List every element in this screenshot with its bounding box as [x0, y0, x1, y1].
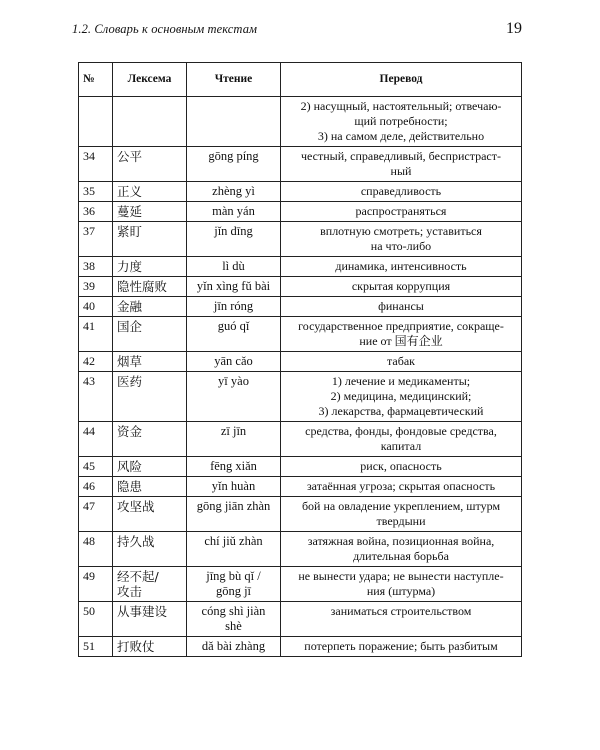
- table-cell-reading: chí jiǔ zhàn: [187, 532, 281, 567]
- translation-line: вплотную смотреть; уставиться: [320, 224, 482, 238]
- header-reading: Чтение: [187, 63, 281, 97]
- table-row: [79, 317, 522, 352]
- table-cell-num: 48: [79, 532, 113, 567]
- table-cell-translation: [281, 222, 522, 257]
- table-cell-translation: [281, 372, 522, 422]
- table-cell-num: 46: [79, 477, 113, 497]
- header-num: №: [79, 63, 113, 97]
- table-cell-reading: guó qǐ: [187, 317, 281, 352]
- table-row: [79, 532, 522, 567]
- translation-line: табак: [387, 354, 415, 368]
- table-cell-num: 35: [79, 182, 113, 202]
- table-cell-num: 40: [79, 297, 113, 317]
- translation-line: динамика, интенсивность: [335, 259, 467, 273]
- table-cell-translation: [281, 602, 522, 637]
- table-cell-reading: [187, 97, 281, 147]
- table-cell-num: 36: [79, 202, 113, 222]
- table-row: [79, 222, 522, 257]
- table-cell-num: 38: [79, 257, 113, 277]
- table-cell-lexeme: 金融: [113, 297, 187, 317]
- table-row: [79, 352, 522, 372]
- translation-line: на что-либо: [370, 239, 432, 253]
- table-cell-num: [79, 97, 113, 147]
- translation-line: финансы: [378, 299, 424, 313]
- translation-line: распространяться: [355, 204, 447, 218]
- table-row: [79, 422, 522, 457]
- table-cell-translation: [281, 317, 522, 352]
- table-cell-reading: fēng xiǎn: [187, 457, 281, 477]
- page-number: 19: [506, 20, 522, 37]
- translation-line: твердыни: [376, 514, 426, 528]
- table-cell-lexeme: 力度: [113, 257, 187, 277]
- table-cell-lexeme: 紧盯: [113, 222, 187, 257]
- table-cell-num: 41: [79, 317, 113, 352]
- table-row: [79, 372, 522, 422]
- table-cell-translation: [281, 422, 522, 457]
- translation-line: 1) лечение и медикаменты;: [331, 374, 471, 388]
- translation-line: затяжная война, позиционная война,: [307, 534, 495, 548]
- table-cell-translation: [281, 457, 522, 477]
- translation-line: заниматься строительством: [330, 604, 472, 618]
- table-cell-reading: yǐn huàn: [187, 477, 281, 497]
- table-cell-reading: zhèng yì: [187, 182, 281, 202]
- translation-line: честный, справедливый, беспристраст-: [301, 149, 501, 163]
- translation-line: справедливость: [360, 184, 442, 198]
- table-cell-translation: [281, 97, 522, 147]
- table-row: [79, 257, 522, 277]
- table-cell-lexeme: 蔓延: [113, 202, 187, 222]
- table-row: [79, 202, 522, 222]
- table-cell-lexeme: 持久战: [113, 532, 187, 567]
- header-lexeme: Лексема: [113, 63, 187, 97]
- table-cell-lexeme: 经不起/ 攻击: [113, 567, 187, 602]
- table-cell-lexeme: 国企: [113, 317, 187, 352]
- table-cell-lexeme: 资金: [113, 422, 187, 457]
- table-cell-reading: jīn róng: [187, 297, 281, 317]
- table-cell-num: 43: [79, 372, 113, 422]
- translation-line: бой на овладение укреплением, штурм: [301, 499, 501, 513]
- table-row: [79, 497, 522, 532]
- table-cell-num: 51: [79, 637, 113, 657]
- translation-line: 2) медицина, медицинский;: [330, 389, 472, 403]
- table-cell-num: 45: [79, 457, 113, 477]
- table-cell-lexeme: 从事建设: [113, 602, 187, 637]
- translation-line: ный: [390, 164, 412, 178]
- table-cell-reading: jīng bù qǐ / gōng jī: [187, 567, 281, 602]
- table-cell-num: 37: [79, 222, 113, 257]
- translation-line: риск, опасность: [360, 459, 442, 473]
- table-cell-num: 42: [79, 352, 113, 372]
- header-translation: Перевод: [281, 63, 522, 97]
- translation-line: ние от 国有企业: [359, 334, 443, 348]
- translation-line: щий потребности;: [354, 114, 448, 128]
- table-cell-reading: jǐn dīng: [187, 222, 281, 257]
- table-cell-lexeme: 隐患: [113, 477, 187, 497]
- table-cell-lexeme: 攻坚战: [113, 497, 187, 532]
- table-cell-translation: [281, 352, 522, 372]
- table-cell-reading: lì dù: [187, 257, 281, 277]
- table-row: [79, 637, 522, 657]
- table-cell-reading: màn yán: [187, 202, 281, 222]
- translation-line: капитал: [380, 439, 422, 453]
- table-cell-num: 34: [79, 147, 113, 182]
- continuation-row: [79, 97, 522, 147]
- table-cell-reading: gōng píng: [187, 147, 281, 182]
- table-row: [79, 277, 522, 297]
- table-header-row: [79, 63, 522, 97]
- table-row: [79, 147, 522, 182]
- table-cell-lexeme: 公平: [113, 147, 187, 182]
- table-cell-translation: [281, 567, 522, 602]
- table-cell-num: 39: [79, 277, 113, 297]
- table-cell-lexeme: 医药: [113, 372, 187, 422]
- table-cell-num: 44: [79, 422, 113, 457]
- table-row: [79, 182, 522, 202]
- table-cell-translation: [281, 182, 522, 202]
- translation-line: государственное предприятие, сокраще-: [298, 319, 504, 333]
- translation-line: средства, фонды, фондовые средства,: [305, 424, 497, 438]
- table-cell-reading: yān cǎo: [187, 352, 281, 372]
- translation-line: затаённая угроза; скрытая опасность: [306, 479, 496, 493]
- table-cell-num: 47: [79, 497, 113, 532]
- table-cell-translation: [281, 497, 522, 532]
- table-cell-lexeme: 正义: [113, 182, 187, 202]
- table-cell-translation: [281, 277, 522, 297]
- table-cell-lexeme: 打败仗: [113, 637, 187, 657]
- table-row: [79, 457, 522, 477]
- table-cell-reading: yǐn xìng fǔ bài: [187, 277, 281, 297]
- translation-line: 3) лекарства, фармацевтический: [318, 404, 484, 418]
- table-cell-translation: [281, 297, 522, 317]
- table-cell-translation: [281, 532, 522, 567]
- table-cell-lexeme: 烟草: [113, 352, 187, 372]
- table-row: [79, 297, 522, 317]
- translation-line: не вынести удара; не вынести наступле-: [298, 569, 504, 583]
- translation-line: ния (штурма): [366, 584, 436, 598]
- translation-line: потерпеть поражение; быть разбитым: [304, 639, 498, 653]
- table-cell-translation: [281, 147, 522, 182]
- table-row: [79, 567, 522, 602]
- table-cell-reading: zī jīn: [187, 422, 281, 457]
- table-cell-reading: gōng jiān zhàn: [187, 497, 281, 532]
- table-body: [79, 97, 522, 657]
- translation-line: 3) на самом деле, действительно: [317, 129, 485, 143]
- vocabulary-table: [78, 62, 522, 657]
- table-cell-reading: yī yào: [187, 372, 281, 422]
- table-cell-reading: dǎ bài zhàng: [187, 637, 281, 657]
- translation-line: 2) насущный, настоятельный; отвечаю-: [300, 99, 502, 113]
- table-cell-reading: cóng shì jiàn shè: [187, 602, 281, 637]
- table-cell-translation: [281, 257, 522, 277]
- table-cell-translation: [281, 202, 522, 222]
- table-cell-num: 50: [79, 602, 113, 637]
- table-cell-lexeme: 隐性腐败: [113, 277, 187, 297]
- translation-line: длительная борьба: [353, 549, 449, 563]
- table-cell-num: 49: [79, 567, 113, 602]
- table-cell-lexeme: [113, 97, 187, 147]
- table-row: [79, 477, 522, 497]
- running-head: 1.2. Словарь к основным текстам: [72, 22, 258, 36]
- table-row: [79, 602, 522, 637]
- table-cell-lexeme: 风险: [113, 457, 187, 477]
- table-cell-translation: [281, 477, 522, 497]
- translation-line: скрытая коррупция: [351, 279, 451, 293]
- table-cell-translation: [281, 637, 522, 657]
